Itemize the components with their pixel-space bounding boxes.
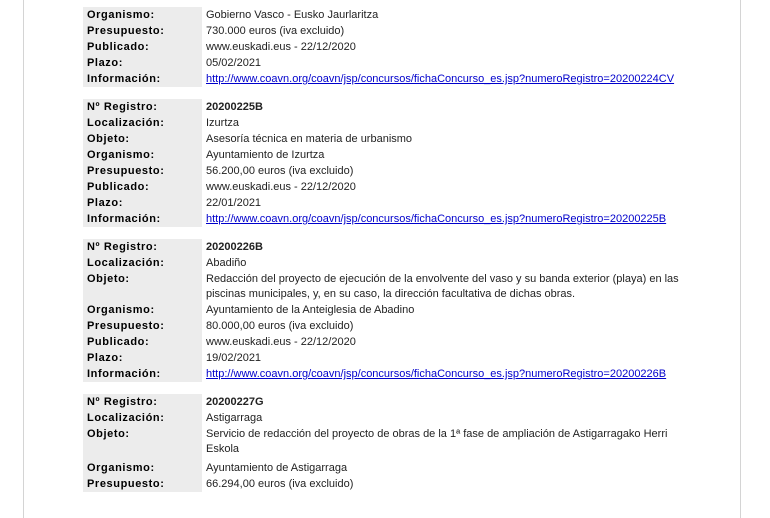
plazo-value: 05/02/2021 bbox=[206, 57, 262, 69]
informacion-label: Información: bbox=[83, 71, 202, 87]
presupuesto-row bbox=[83, 318, 703, 334]
plazo-value: 22/01/2021 bbox=[206, 197, 262, 209]
informacion-row bbox=[83, 366, 703, 382]
objeto-label: Objeto: bbox=[83, 426, 202, 460]
localizacion-value: Abadiño bbox=[206, 257, 247, 269]
organismo-value: Ayuntamiento de Izurtza bbox=[206, 149, 325, 161]
localizacion-row bbox=[83, 115, 703, 131]
informacion-label: Información: bbox=[83, 211, 202, 227]
presupuesto-label: Presupuesto: bbox=[83, 163, 202, 179]
informacion-row bbox=[83, 211, 703, 227]
registro-row bbox=[83, 239, 703, 255]
informacion-label: Información: bbox=[83, 366, 202, 382]
presupuesto-row bbox=[83, 23, 703, 39]
plazo-row bbox=[83, 55, 703, 71]
organismo-label: Organismo: bbox=[83, 302, 202, 318]
organismo-value: Ayuntamiento de la Anteiglesia de Abadino bbox=[206, 304, 415, 316]
plazo-row bbox=[83, 195, 703, 211]
localizacion-label: Localización: bbox=[83, 410, 202, 426]
organismo-label: Organismo: bbox=[83, 460, 202, 476]
tender-record bbox=[83, 7, 703, 87]
localizacion-value: Izurtza bbox=[206, 117, 240, 129]
publicado-value: www.euskadi.eus - 22/12/2020 bbox=[206, 181, 356, 193]
registro-label: Nº Registro: bbox=[83, 239, 202, 255]
localizacion-label: Localización: bbox=[83, 115, 202, 131]
publicado-label: Publicado: bbox=[83, 39, 202, 55]
registro-label: Nº Registro: bbox=[83, 99, 202, 115]
plazo-value: 19/02/2021 bbox=[206, 352, 262, 364]
presupuesto-row bbox=[83, 476, 703, 492]
presupuesto-label: Presupuesto: bbox=[83, 23, 202, 39]
objeto-row bbox=[83, 426, 703, 460]
objeto-value: Redacción del proyecto de ejecución de la envolvente del vaso y su banda exterior (playa) en las piscinas municipales, y, en su caso, la dirección facultativa de dichas obras. bbox=[206, 273, 679, 300]
objeto-row bbox=[83, 271, 703, 302]
presupuesto-label: Presupuesto: bbox=[83, 476, 202, 492]
plazo-row bbox=[83, 350, 703, 366]
informacion-value bbox=[202, 71, 697, 87]
organismo-label: Organismo: bbox=[83, 147, 202, 163]
informacion-link[interactable]: http://www.coavn.org/coavn/jsp/concursos/fichaConcurso_es.jsp?numeroRegistro=20200226B bbox=[206, 368, 667, 380]
registro-value: 20200226B bbox=[206, 241, 263, 253]
registro-row bbox=[83, 99, 703, 115]
tender-record bbox=[83, 99, 703, 227]
plazo-label: Plazo: bbox=[83, 55, 202, 71]
plazo-label: Plazo: bbox=[83, 350, 202, 366]
localizacion-row bbox=[83, 410, 703, 426]
organismo-value: Gobierno Vasco - Eusko Jaurlaritza bbox=[206, 9, 379, 21]
publicado-label: Publicado: bbox=[83, 179, 202, 195]
localizacion-value: Astigarraga bbox=[206, 412, 263, 424]
presupuesto-value: 80.000,00 euros (iva excluido) bbox=[206, 320, 354, 332]
plazo-label: Plazo: bbox=[83, 195, 202, 211]
organismo-value: Ayuntamiento de Astigarraga bbox=[206, 462, 348, 474]
registro-row bbox=[83, 394, 703, 410]
informacion-link[interactable]: http://www.coavn.org/coavn/jsp/concursos/fichaConcurso_es.jsp?numeroRegistro=20200225B bbox=[206, 213, 667, 225]
localizacion-label: Localización: bbox=[83, 255, 202, 271]
presupuesto-value: 66.294,00 euros (iva excluido) bbox=[206, 478, 354, 490]
organismo-row bbox=[83, 7, 703, 23]
presupuesto-label: Presupuesto: bbox=[83, 318, 202, 334]
publicado-row bbox=[83, 334, 703, 350]
tender-list bbox=[83, 7, 703, 492]
presupuesto-value: 730.000 euros (iva excluido) bbox=[206, 25, 345, 37]
tender-record bbox=[83, 394, 703, 492]
objeto-label: Objeto: bbox=[83, 271, 202, 302]
objeto-value: Servicio de redacción del proyecto de obras de la 1ª fase de ampliación de Astigarragako Herri Eskola bbox=[206, 428, 668, 455]
informacion-value bbox=[202, 211, 697, 227]
publicado-value: www.euskadi.eus - 22/12/2020 bbox=[206, 41, 356, 53]
organismo-row bbox=[83, 302, 703, 318]
registro-value: 20200227G bbox=[206, 396, 264, 408]
objeto-label: Objeto: bbox=[83, 131, 202, 147]
organismo-row bbox=[83, 147, 703, 163]
localizacion-row bbox=[83, 255, 703, 271]
tender-record bbox=[83, 239, 703, 382]
objeto-value: Asesoría técnica en materia de urbanismo bbox=[206, 133, 413, 145]
publicado-value: www.euskadi.eus - 22/12/2020 bbox=[206, 336, 356, 348]
informacion-link[interactable]: http://www.coavn.org/coavn/jsp/concursos/fichaConcurso_es.jsp?numeroRegistro=20200224CV bbox=[206, 73, 675, 85]
informacion-value bbox=[202, 366, 697, 382]
objeto-row bbox=[83, 131, 703, 147]
publicado-row bbox=[83, 179, 703, 195]
registro-label: Nº Registro: bbox=[83, 394, 202, 410]
registro-value: 20200225B bbox=[206, 101, 263, 113]
presupuesto-value: 56.200,00 euros (iva excluido) bbox=[206, 165, 354, 177]
publicado-label: Publicado: bbox=[83, 334, 202, 350]
publicado-row bbox=[83, 39, 703, 55]
organismo-label: Organismo: bbox=[83, 7, 202, 23]
presupuesto-row bbox=[83, 163, 703, 179]
informacion-row bbox=[83, 71, 703, 87]
organismo-row bbox=[83, 460, 703, 476]
